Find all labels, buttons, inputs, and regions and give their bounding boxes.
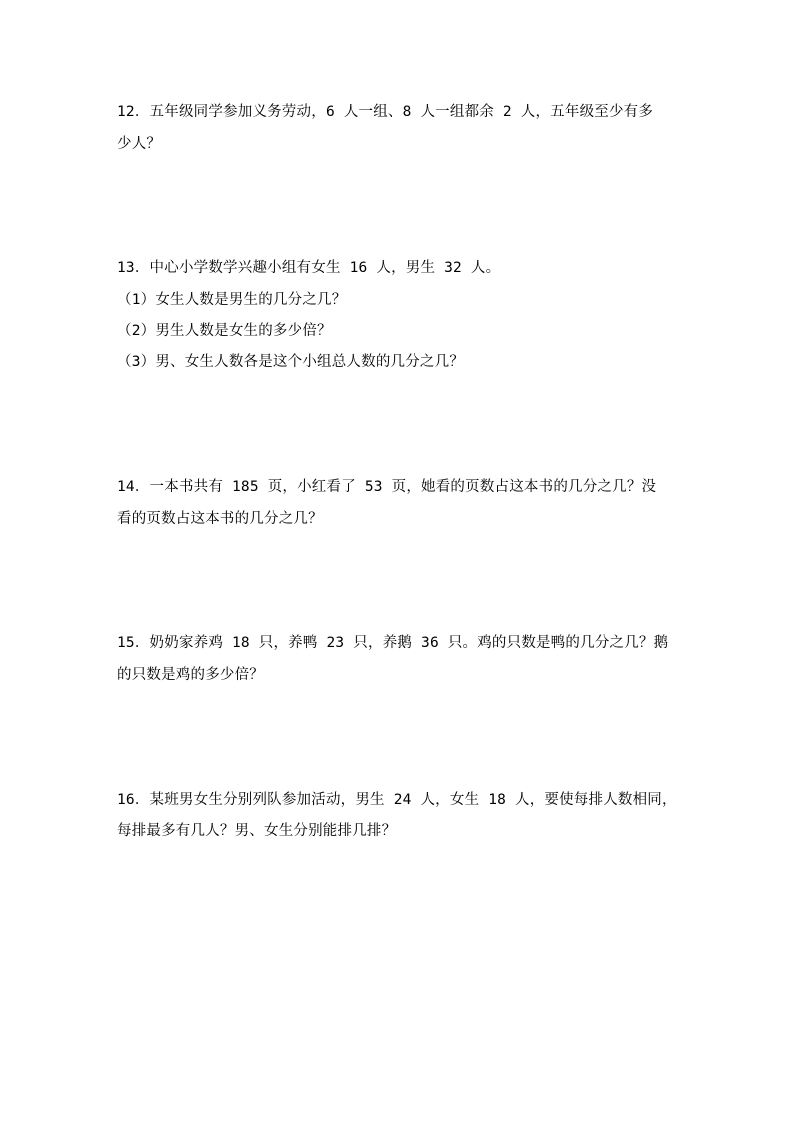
question-13-subitem-1: （1）女生人数是男生的几分之几？ xyxy=(117,292,347,308)
question-13-line-1: 13．中心小学数学兴趣小组有女生 16 人，男生 32 人。 xyxy=(117,260,501,276)
question-14-line-2: 看的页数占这本书的几分之几？ xyxy=(117,511,323,527)
question-12-line-1: 12．五年级同学参加义务劳动，6 人一组、8 人一组都余 2 人，五年级至少有多 xyxy=(117,104,654,120)
question-13-subitem-3: （3）男、女生人数各是这个小组总人数的几分之几？ xyxy=(117,354,465,370)
question-16-line-1: 16．某班男女生分别列队参加活动，男生 24 人，女生 18 人，要使每排人数相同， xyxy=(117,792,677,808)
question-13-subitem-2: （2）男生人数是女生的多少倍？ xyxy=(117,323,332,339)
question-12-line-2: 少人？ xyxy=(117,136,162,152)
question-14-line-1: 14．一本书共有 185 页，小红看了 53 页，她看的页数占这本书的几分之几？没 xyxy=(117,479,657,495)
question-15-line-2: 的只数是鸡的多少倍？ xyxy=(117,667,264,683)
question-16-line-2: 每排最多有几人？男、女生分别能排几排？ xyxy=(117,823,397,839)
question-15-line-1: 15．奶奶家养鸡 18 只，养鸭 23 只，养鹅 36 只。鸡的只数是鸭的几分之几？鹅 xyxy=(117,635,669,651)
